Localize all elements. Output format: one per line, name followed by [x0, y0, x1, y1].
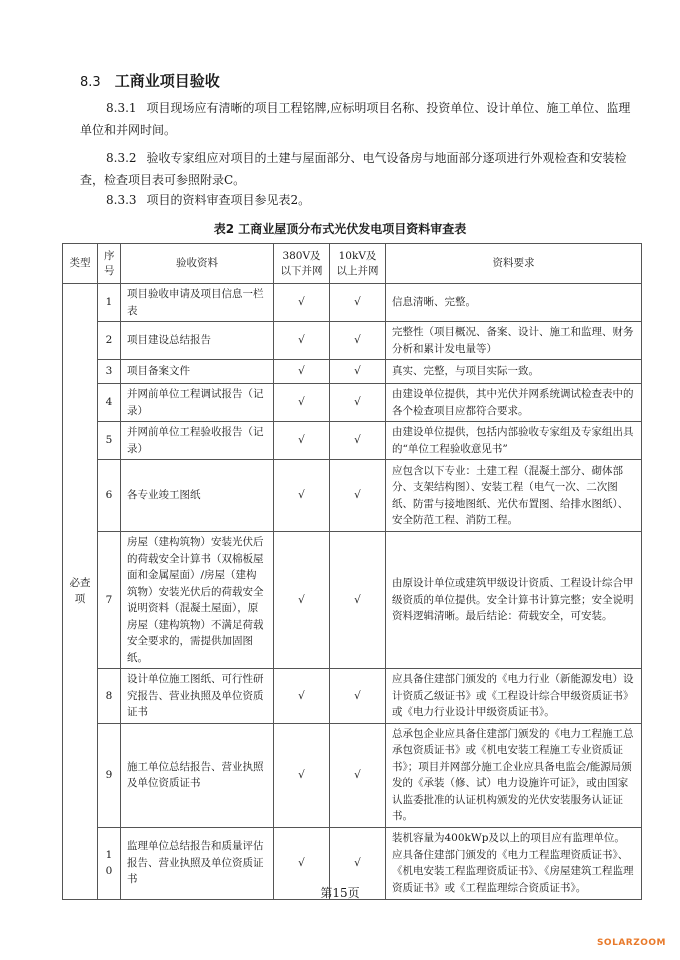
section-title: 工商业项目验收: [114, 72, 220, 90]
header-requirement: 资料要求: [386, 244, 642, 284]
table-row: [63, 322, 642, 360]
table-body: [63, 284, 642, 900]
requirement-cell: 应包含以下专业：土建工程（混凝土部分、砌体部分、支架结构图）、安装工程（电气一次、二次图纸、防雷与接地图纸、光伏布置图、给排水图纸）、安全防范工程、消防工程。: [386, 460, 642, 532]
seq-cell: 5: [98, 422, 121, 460]
requirement-cell: 总承包企业应具备住建部门颁发的《电力工程施工总承包资质证书》或《机电安装工程施工专业资质证书》；项目并网部分施工企业应具备电监会/能源局颁发的《承装（修、试）电力设施许可证》，或由国家认监委批准的认证机构颁发的光伏安装服务认证证书。: [386, 723, 642, 827]
material-cell: 房屋（建构筑物）安装光伏后的荷载安全计算书（双棉板屋面和金属屋面）/房屋（建构筑物）安装光伏后的荷载安全说明资料（混凝土屋面），原房屋（建构筑物）不满足荷载安全要求的，需提供加固图纸。: [121, 532, 274, 669]
paragraph-text: 项目的资料审查项目参见表2。: [146, 193, 311, 207]
seq-cell: 6: [98, 460, 121, 532]
requirement-cell: 由原设计单位或建筑甲级设计资质、工程设计综合甲级资质的单位提供。安全计算书计算完整；安全说明资料逻辑清晰。最后结论：荷载安全，可安装。: [386, 532, 642, 669]
check-380v-cell: √: [274, 532, 330, 669]
seq-cell: 10: [98, 827, 121, 899]
header-material: 验收资料: [121, 244, 274, 284]
check-10kv-cell: √: [330, 723, 386, 827]
paragraph-number: 8.3.3: [106, 193, 137, 207]
material-cell: 各专业竣工图纸: [121, 460, 274, 532]
table-row: [63, 384, 642, 422]
seq-cell: 7: [98, 532, 121, 669]
seq-cell: 3: [98, 360, 121, 384]
table-row: [63, 532, 642, 669]
seq-cell: 4: [98, 384, 121, 422]
check-10kv-cell: √: [330, 827, 386, 899]
table-row: [63, 284, 642, 322]
check-10kv-cell: √: [330, 322, 386, 360]
check-380v-cell: √: [274, 384, 330, 422]
check-380v-cell: √: [274, 322, 330, 360]
seq-cell: 9: [98, 723, 121, 827]
review-table: [62, 243, 642, 900]
material-cell: 项目验收申请及项目信息一栏表: [121, 284, 274, 322]
paragraph-text: 项目现场应有清晰的项目工程铭牌,应标明项目名称、投资单位、设计单位、施工单位、监理单位和并网时间。: [80, 101, 631, 137]
header-category: 类型: [63, 244, 98, 284]
table-row: [63, 360, 642, 384]
check-380v-cell: √: [274, 422, 330, 460]
seq-cell: 8: [98, 669, 121, 724]
check-10kv-cell: √: [330, 460, 386, 532]
material-cell: 监理单位总结报告和质量评估报告、营业执照及单位资质证书: [121, 827, 274, 899]
paragraph-8-3-3: [80, 189, 640, 211]
check-10kv-cell: √: [330, 360, 386, 384]
check-10kv-cell: √: [330, 284, 386, 322]
header-seq: 序号: [98, 244, 121, 284]
section-heading: [80, 70, 220, 91]
check-10kv-cell: √: [330, 532, 386, 669]
check-380v-cell: √: [274, 669, 330, 724]
check-380v-cell: √: [274, 460, 330, 532]
material-cell: 并网前单位工程验收报告（记录）: [121, 422, 274, 460]
material-cell: 设计单位施工图纸、可行性研究报告、营业执照及单位资质证书: [121, 669, 274, 724]
paragraph-text: 验收专家组应对项目的土建与屋面部分、电气设备房与地面部分逐项进行外观检查和安装检查，检查项目表可参照附录C。: [80, 151, 627, 187]
watermark-logo: SOLARZOOM: [596, 938, 666, 948]
seq-cell: 2: [98, 322, 121, 360]
header-10kv: 10kV及以上并网: [330, 244, 386, 284]
paragraph-number: 8.3.1: [106, 101, 137, 115]
section-number: 8.3: [80, 75, 101, 90]
check-380v-cell: √: [274, 360, 330, 384]
table-row: [63, 422, 642, 460]
table-caption: 表2 工商业屋顶分布式光伏发电项目资料审查表: [213, 222, 467, 236]
requirement-cell: 由建设单位提供，其中光伏并网系统调试检查表中的各个检查项目应都符合要求。: [386, 384, 642, 422]
check-380v-cell: √: [274, 284, 330, 322]
check-10kv-cell: √: [330, 422, 386, 460]
table-row: [63, 669, 642, 724]
requirement-cell: 装机容量为400kWp及以上的项目应有监理单位。应具备住建部门颁发的《电力工程监理资质证书》、《机电安装工程监理资质证书》、《房屋建筑工程监理资质证书》或《工程监理综合资质证书》。: [386, 827, 642, 899]
requirement-cell: 由建设单位提供，包括内部验收专家组及专家组出具的“单位工程验收意见书”: [386, 422, 642, 460]
material-cell: 施工单位总结报告、营业执照及单位资质证书: [121, 723, 274, 827]
check-380v-cell: √: [274, 723, 330, 827]
seq-cell: 1: [98, 284, 121, 322]
check-10kv-cell: √: [330, 669, 386, 724]
paragraph-number: 8.3.2: [106, 151, 137, 165]
requirement-cell: 信息清晰、完整。: [386, 284, 642, 322]
paragraph-8-3-2: [80, 147, 640, 191]
material-cell: 项目备案文件: [121, 360, 274, 384]
requirement-cell: 完整性（项目概况、备案、设计、施工和监理、财务分析和累计发电量等）: [386, 322, 642, 360]
requirement-cell: 真实、完整，与项目实际一致。: [386, 360, 642, 384]
header-380v: 380V及以下并网: [274, 244, 330, 284]
paragraph-8-3-1: [80, 97, 640, 141]
material-cell: 项目建设总结报告: [121, 322, 274, 360]
check-380v-cell: √: [274, 827, 330, 899]
material-cell: 并网前单位工程调试报告（记录）: [121, 384, 274, 422]
category-cell: 必查项: [63, 284, 98, 900]
page-number: 第15页: [320, 886, 360, 900]
check-10kv-cell: √: [330, 384, 386, 422]
table-row: [63, 460, 642, 532]
table-row: [63, 723, 642, 827]
table-header-row: [63, 244, 642, 284]
requirement-cell: 应具备住建部门颁发的《电力行业（新能源发电）设计资质乙级证书》或《工程设计综合甲级资质证书》或《电力行业设计甲级资质证书》。: [386, 669, 642, 724]
